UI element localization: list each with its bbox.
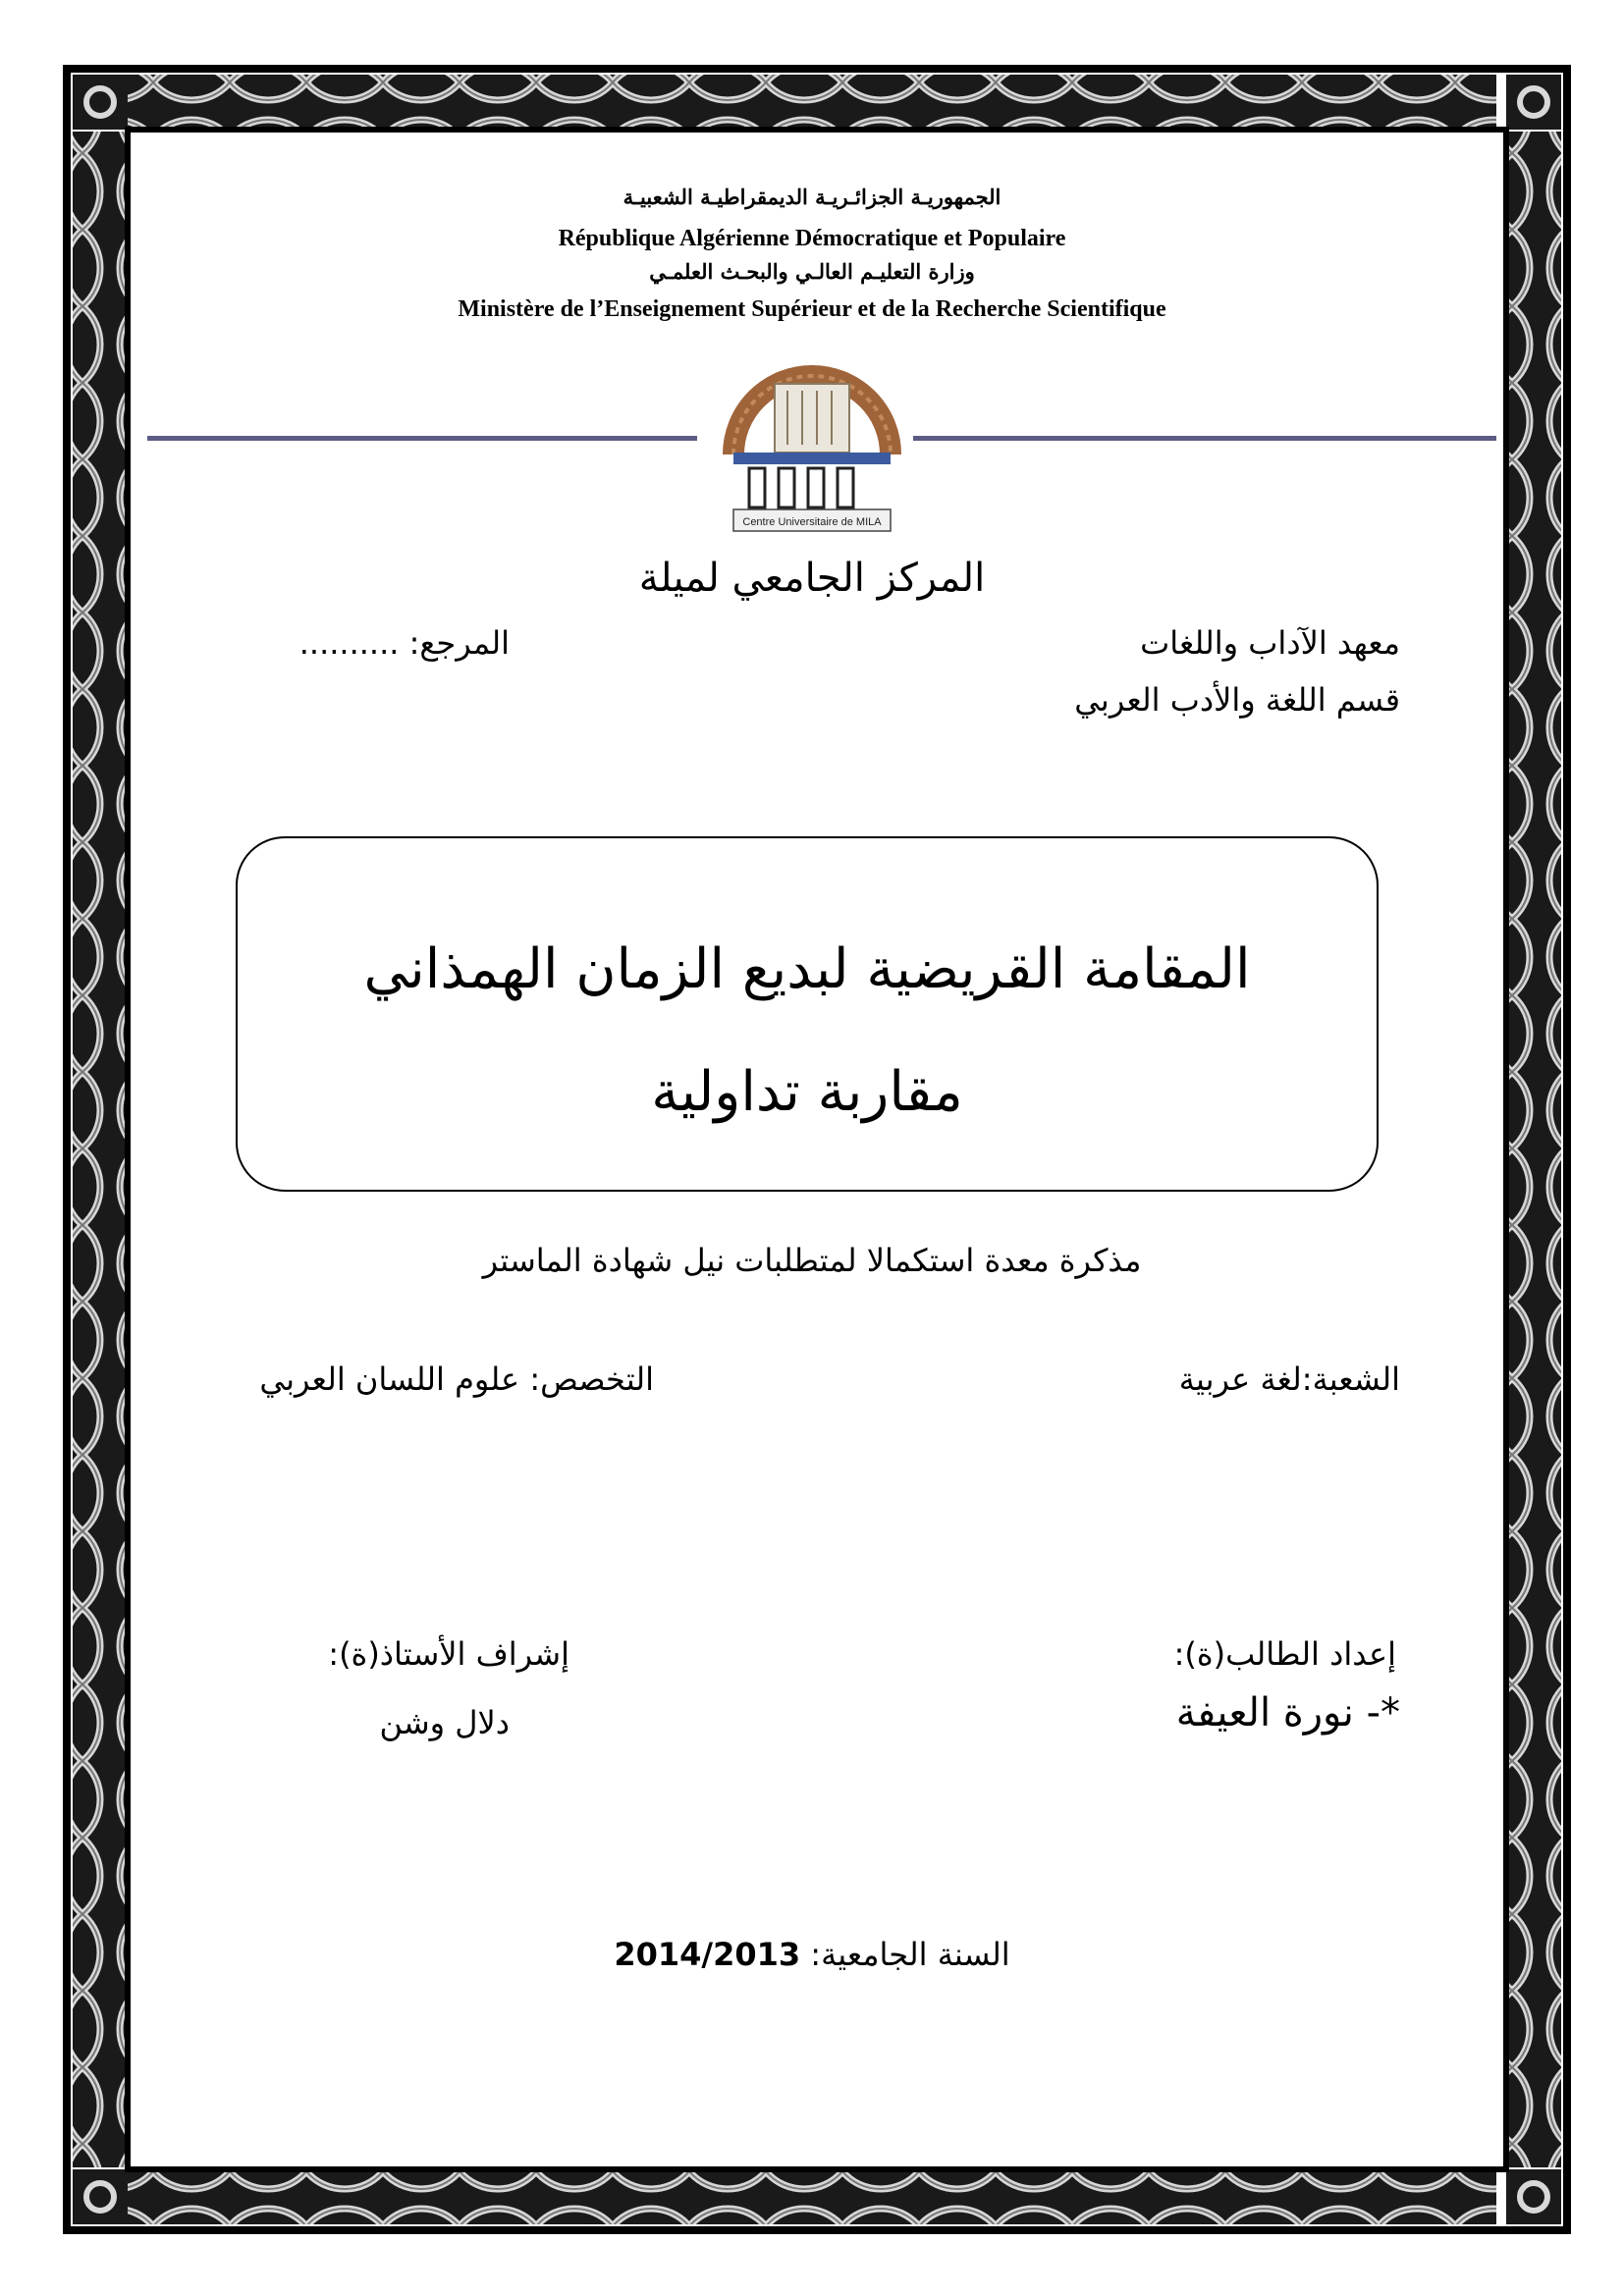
- supervisor-name: دلال وشن: [379, 1704, 510, 1741]
- institute-name: معهد الآداب واللغات: [1140, 624, 1400, 662]
- thesis-title: المقامة القريضية لبديع الزمان الهمذاني: [363, 937, 1251, 1001]
- specialty-field: التخصص: علوم اللسان العربي: [259, 1361, 654, 1398]
- ministry-french: Ministère de l’Enseignement Supérieur et de la Recherche Scientifique: [458, 296, 1166, 322]
- department-name: قسم اللغة والأدب العربي: [1074, 681, 1400, 719]
- reference-field: المرجع: ..........: [298, 624, 510, 662]
- ministry-arabic: وزارة التعليـم العالـي والبحـث العلمـي: [649, 259, 975, 284]
- university-logo: [714, 347, 910, 543]
- republic-arabic: الجمهوريـة الجزائـريـة الديمقراطيـة الشعبيـة: [623, 185, 1001, 209]
- academic-year-label: السنة الجامعية:: [810, 1936, 1010, 1973]
- academic-year-value: 2014/2013: [614, 1936, 801, 1973]
- supervisor-label: إشراف الأستاذ(ة):: [328, 1635, 569, 1673]
- logo-caption: Centre Universitaire de MILA: [742, 516, 882, 528]
- student-name: *- نورة العيفة: [1175, 1690, 1400, 1735]
- thesis-title-box: [236, 836, 1379, 1192]
- branch-field: الشعبة:لغة عربية: [1178, 1361, 1400, 1398]
- thesis-purpose: مذكرة معدة استكمالا لمتطلبات نيل شهادة الماستر: [482, 1242, 1142, 1279]
- student-label: إعداد الطالب(ة):: [1173, 1635, 1396, 1673]
- header-rule-left: [147, 436, 697, 441]
- republic-french: République Algérienne Démocratique et Populaire: [558, 226, 1066, 251]
- university-name: المركز الجامعي لميلة: [638, 556, 986, 601]
- academic-year: [0, 1936, 1624, 1973]
- thesis-subtitle: مقاربة تداولية: [651, 1060, 963, 1124]
- header-rule-right: [913, 436, 1496, 441]
